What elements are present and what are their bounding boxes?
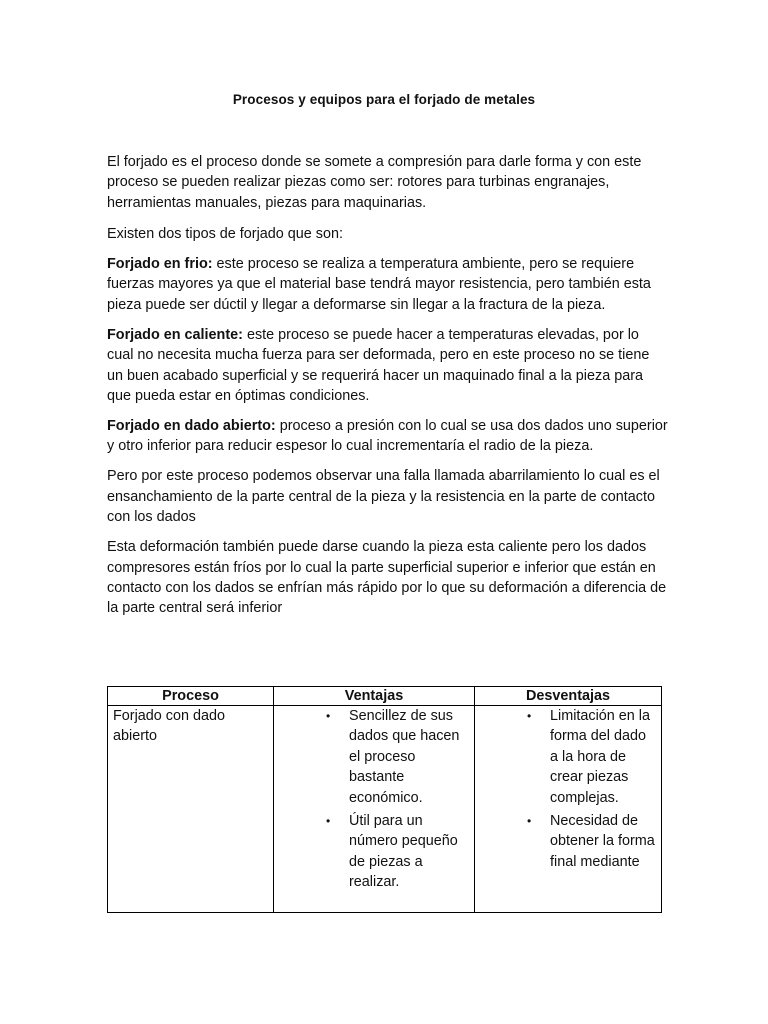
dado-abierto-text: proceso a presión con lo cual se usa dos dados uno superior y otro inferior para reducir espesor lo cual incrementaría el radio de la pieza. [107, 418, 668, 455]
cell-ventajas [274, 706, 475, 913]
header-proceso: Proceso [108, 687, 274, 706]
intro-paragraph: El forjado es el proceso donde se somete a compresión para darle forma y con este proceso se pueden realizar piezas como ser: rotores para turbinas engranajes, herramientas manuales, piezas para maquinarias. [107, 154, 642, 211]
abarrilamiento-paragraph: Pero por este proceso podemos observar una falla llamada abarrilamiento lo cual es el ensanchamiento de la parte central de la pieza y la resistencia en la parte de contacto con los dados [107, 468, 660, 526]
cell-proceso [108, 706, 274, 913]
dado-abierto-paragraph [107, 416, 669, 457]
caliente-text: este proceso se puede hacer a temperaturas elevadas, por lo cual no necesita mucha fuerza para ser deformada, pero en este proceso no se tiene un buen acabado superficial y se requerirá hacer un maquinado final a la pieza para que pueda estar en óptimas condiciones. [107, 326, 650, 405]
desventaja-text: Limitación en la forma del dado a la hora de crear piezas complejas. [550, 708, 650, 806]
deformacion-paragraph: Esta deformación también puede darse cuando la pieza esta caliente pero los dados compresores están fríos por lo cual la parte superficial superior e inferior que están en contacto con los dados se enfrían más rápido por lo que su deformación a diferencia de la parte central será inferior [107, 539, 667, 617]
bullet-icon: • [527, 814, 532, 829]
comparison-table [107, 686, 662, 913]
bullet-icon: • [326, 814, 331, 829]
ventaja-text: Sencillez de sus dados que hacen el proceso bastante económico. [349, 708, 460, 806]
header-ventajas: Ventajas [274, 687, 475, 706]
ventaja-text: Útil para un número pequeño de piezas a realizar. [349, 813, 458, 891]
bullet-icon: • [326, 709, 331, 723]
caliente-paragraph [107, 325, 669, 407]
list-item [279, 811, 469, 893]
frio-paragraph [107, 254, 669, 315]
types-intro-paragraph: Existen dos tipos de forjado que son: [107, 226, 343, 243]
table-header-row [108, 687, 662, 706]
list-item [279, 706, 469, 808]
header-desventajas: Desventajas [475, 687, 662, 706]
dado-abierto-label: Forjado en dado abierto: [107, 418, 276, 435]
frio-text: este proceso se realiza a temperatura ambiente, pero se requiere fuerzas mayores ya que el material base tendrá mayor resistencia, pero también esta pieza puede ser dúctil y llegar a deformarse sin llegar a la fractura de la pieza. [107, 256, 651, 313]
list-item [480, 706, 656, 808]
table-row [108, 706, 662, 913]
frio-label: Forjado en frio: [107, 256, 213, 273]
document-title: Procesos y equipos para el forjado de metales [232, 92, 536, 107]
caliente-label: Forjado en caliente: [107, 326, 243, 343]
desventaja-text: Necesidad de obtener la forma final mediante [550, 813, 655, 870]
desventajas-list [480, 706, 656, 872]
document-body [107, 152, 669, 628]
proceso-text: Forjado con dado abierto [113, 708, 226, 745]
ventajas-list [279, 706, 469, 893]
list-item [480, 811, 656, 872]
bullet-icon: • [527, 709, 532, 723]
cell-desventajas [475, 706, 662, 913]
